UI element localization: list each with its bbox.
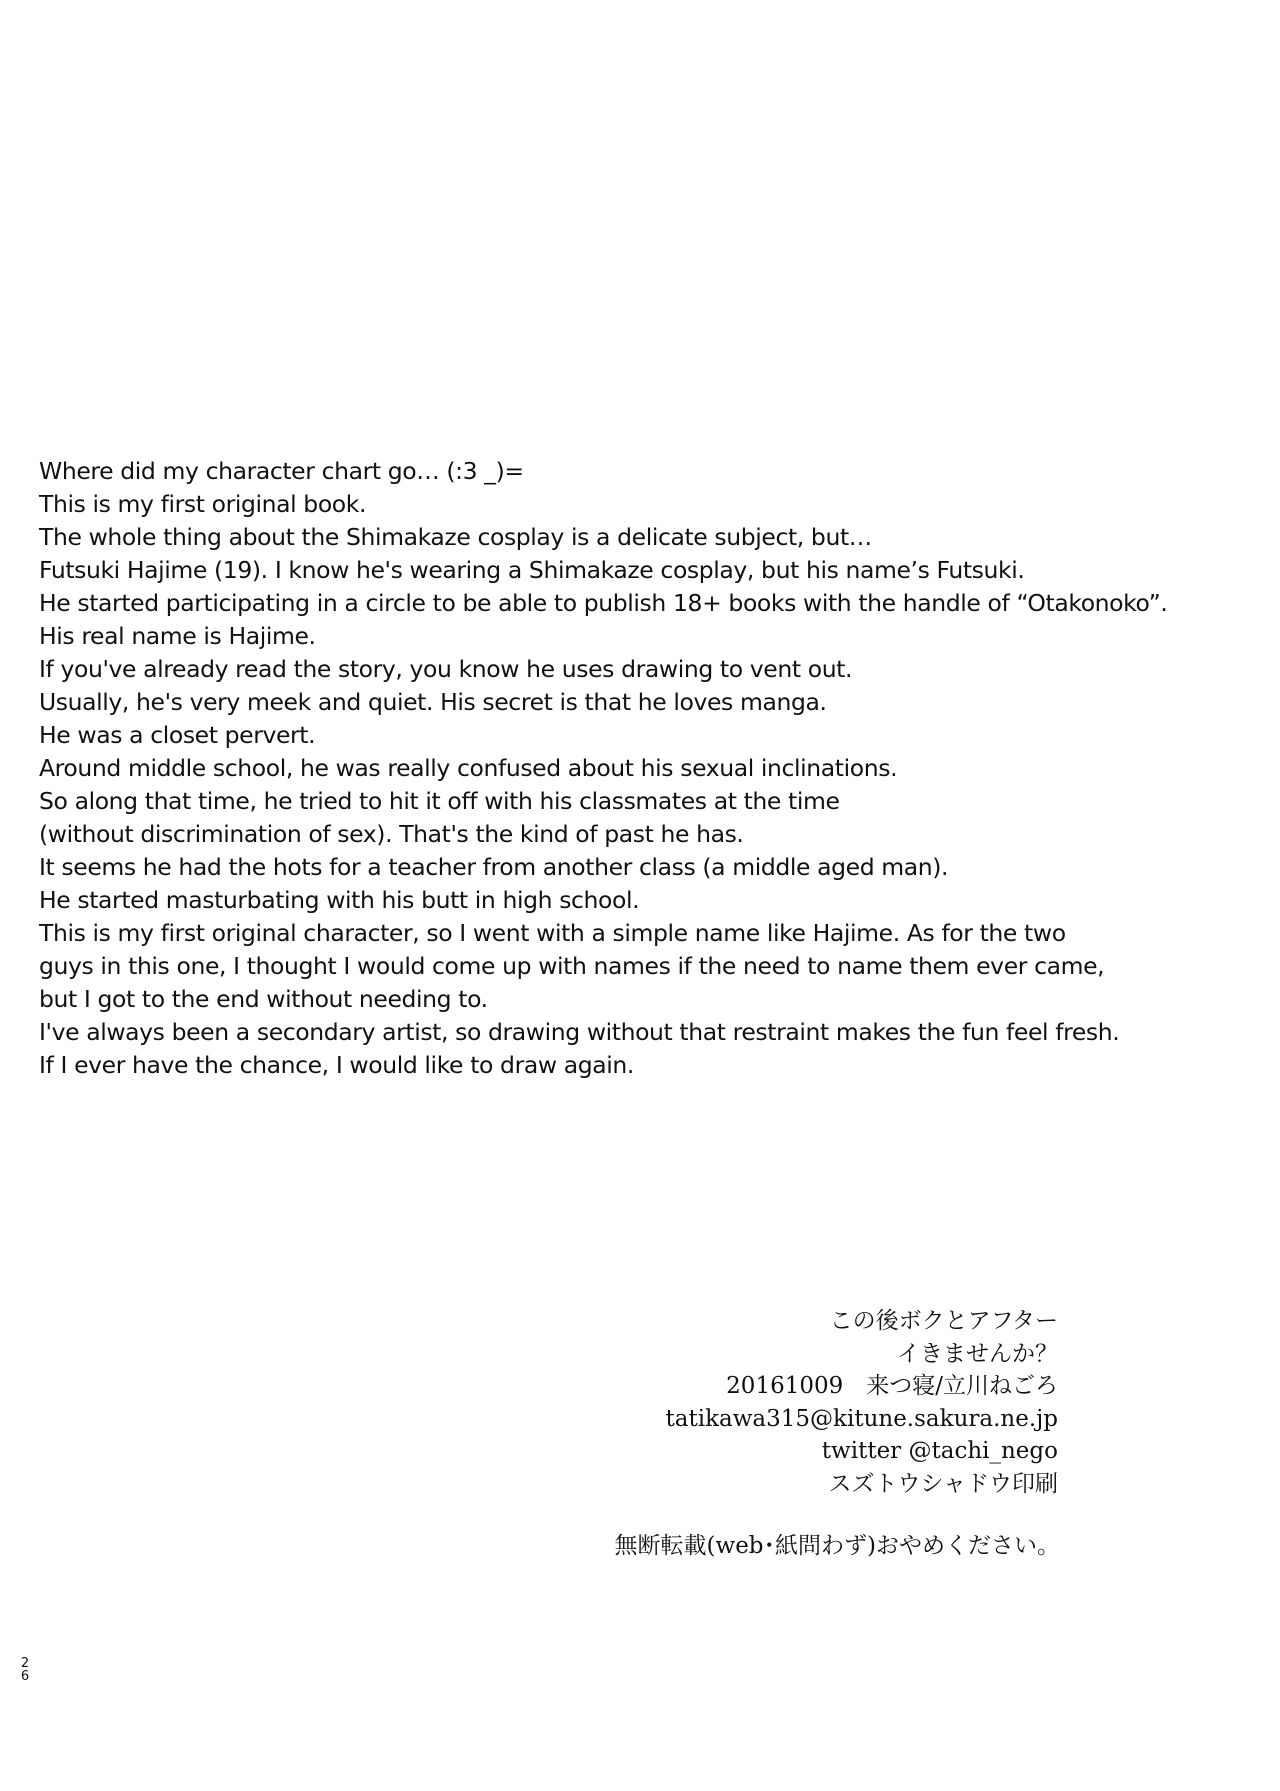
afterword-line: This is my first original book.	[39, 490, 367, 518]
twitter-handle: twitter @tachi_nego	[821, 1438, 1058, 1464]
afterword-line: guys in this one, I thought I would come up with names if the need to name them ever came,	[39, 952, 1105, 980]
date-author: 20161009 来つ寝/立川ねごろ	[726, 1373, 1058, 1399]
afterword-line: This is my first original character, so I went with a simple name like Hajime. As for the two	[39, 919, 1066, 947]
afterword-line: (without discrimination of sex). That's the kind of past he has.	[39, 820, 744, 848]
afterword-line: So along that time, he tried to hit it off with his classmates at the time	[39, 787, 840, 815]
afterword-line: Around middle school, he was really confused about his sexual inclinations.	[39, 754, 898, 782]
book-title-line1: この後ボクとアフター	[829, 1308, 1058, 1334]
afterword-line: Futsuki Hajime (19). I know he's wearing a Shimakaze cosplay, but his name’s Futsuki.	[39, 556, 1025, 584]
afterword-line: He was a closet pervert.	[39, 721, 316, 749]
page-number	[19, 1657, 31, 1683]
afterword-line: It seems he had the hots for a teacher from another class (a middle aged man).	[39, 853, 949, 881]
afterword-line: Usually, he's very meek and quiet. His secret is that he loves manga.	[39, 688, 827, 716]
afterword-text	[39, 455, 1259, 1082]
afterword-line: I've always been a secondary artist, so drawing without that restraint makes the fun feel fresh.	[39, 1018, 1120, 1046]
contact-email: tatikawa315@kitune.sakura.ne.jp	[665, 1405, 1058, 1432]
printer-name: スズトウシャドウ印刷	[828, 1470, 1058, 1497]
afterword-line: He started masturbating with his butt in high school.	[39, 886, 640, 914]
book-title-line2: イきませんか？	[897, 1340, 1058, 1367]
afterword-line: The whole thing about the Shimakaze cosplay is a delicate subject, but…	[39, 523, 872, 551]
afterword-line: If I ever have the chance, I would like to draw again.	[39, 1051, 634, 1079]
page-number-digit: 2	[20, 1656, 30, 1671]
colophon	[666, 1305, 1058, 1500]
afterword-line: Where did my character chart go… (:3 _)=	[39, 457, 524, 485]
afterword-line: He started participating in a circle to be able to publish 18+ books with the handle of “Otakonoko”.	[39, 589, 1168, 617]
afterword-line: but I got to the end without needing to.	[39, 985, 488, 1013]
page-number-digit: 6	[20, 1669, 30, 1684]
reprint-notice: 無断転載(web･紙問わず)おやめください。	[614, 1533, 1060, 1559]
afterword-line: His real name is Hajime.	[39, 622, 316, 650]
afterword-line: If you've already read the story, you know he uses drawing to vent out.	[39, 655, 853, 683]
